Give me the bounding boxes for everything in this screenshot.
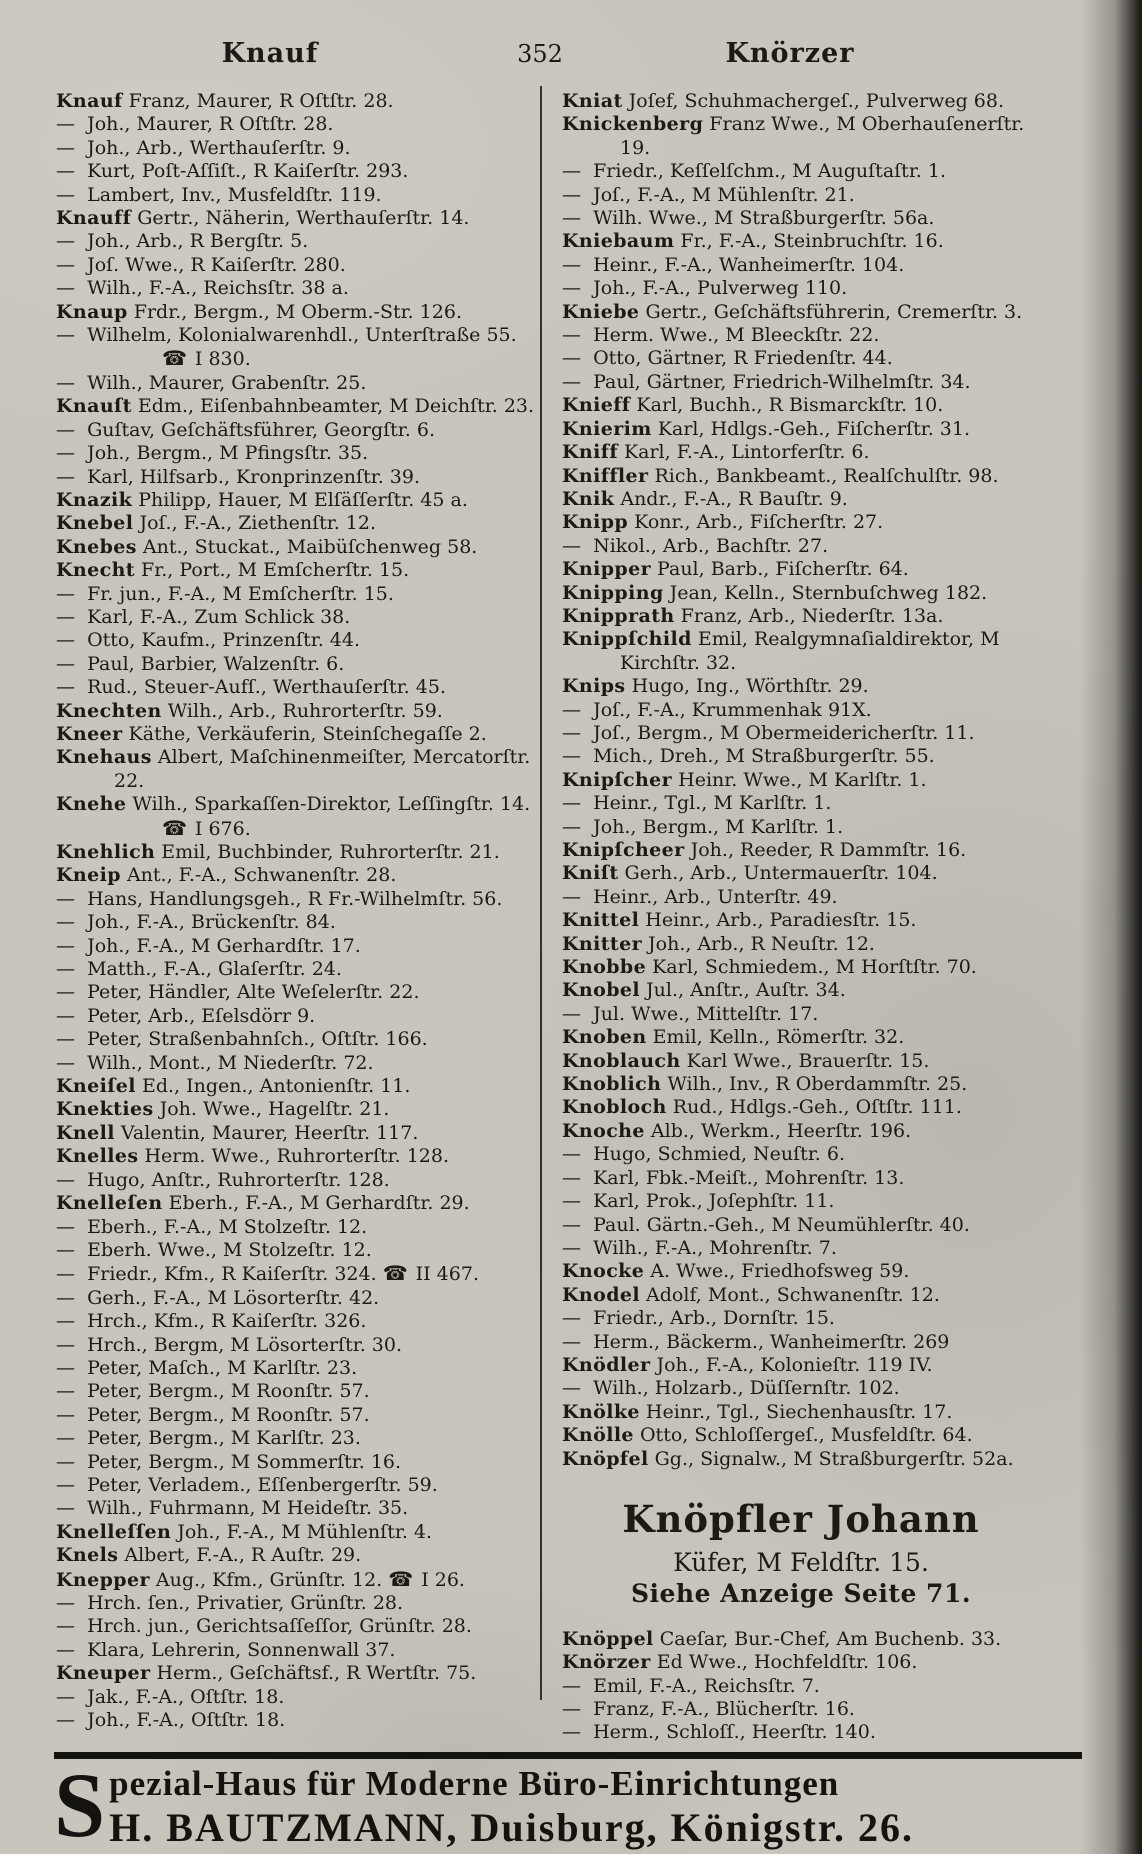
right-column	[562, 90, 1040, 1745]
directory-entry: Knaup Frdr., Bergm., M Oberm.-Str. 126.	[56, 300, 462, 323]
left-column	[56, 90, 538, 1732]
surname: Knechten	[56, 699, 162, 722]
directory-entry: — Karl, Hilfsarb., Kronprinzenſtr. 39.	[56, 465, 420, 488]
directory-entry: — Herm. Wwe., M Bleeckſtr. 22.	[562, 324, 880, 347]
directory-entry: Kneip Ant., F.-A., Schwanenſtr. 28.	[56, 864, 397, 887]
directory-entry: — Joh., Bergm., M Pfingsſtr. 35.	[56, 442, 369, 465]
directory-entry: — Peter, Maſch., M Karlſtr. 23.	[56, 1356, 358, 1379]
right-column-top-entries	[562, 90, 1040, 1471]
directory-entry: Kniebaum Fr., F.-A., Steinbruchſtr. 16.	[562, 230, 944, 253]
surname: Knaup	[56, 300, 128, 323]
directory-entry: — Peter, Bergm., M Roonſtr. 57.	[56, 1403, 370, 1426]
directory-entry: Kneiſel Ed., Ingen., Antonienſtr. 11.	[56, 1075, 411, 1098]
directory-entry: — Wilh., Maurer, Grabenſtr. 25.	[56, 371, 367, 394]
directory-entry: Knebel Joſ., F.-A., Ziethenſtr. 12.	[56, 512, 377, 535]
surname: Kniebe	[562, 300, 640, 323]
surname: Knehe	[56, 793, 127, 816]
surname: Knödler	[562, 1353, 651, 1376]
surname: Knipp	[562, 511, 629, 534]
directory-entry: — Joh., F.-A., M Gerhardſtr. 17.	[56, 934, 361, 957]
directory-entry: — Mich., Dreh., M Straßburgerſtr. 55.	[562, 745, 935, 768]
directory-entry: — Kurt, Poſt-Aſſiſt., R Kaiſerſtr. 293.	[56, 160, 409, 183]
directory-entry: Knobloch Rud., Hdlgs.-Geh., Oſtſtr. 111.	[562, 1096, 962, 1119]
directory-entry: — Hans, Handlungsgeh., R Fr.-Wilhelmſtr. 56.	[56, 887, 503, 910]
directory-entry: Knell Valentin, Maurer, Heerſtr. 117.	[56, 1121, 419, 1144]
surname: Knips	[562, 675, 626, 698]
directory-entry: — Joh., Arb., Werthauſerſtr. 9.	[56, 136, 351, 159]
directory-entry: — Karl, Fbk.-Meiſt., Mohrenſtr. 13.	[562, 1166, 905, 1189]
directory-entry: Knöppel Caeſar, Bur.-Chef, Am Buchenb. 33.	[562, 1627, 1002, 1650]
directory-entry: — Otto, Kaufm., Prinzenſtr. 44.	[56, 629, 360, 652]
ad-title: Knöpfler Johann	[622, 1496, 980, 1541]
directory-entry: Knöpfel Gg., Signalw., M Straßburgerſtr. 52a.	[562, 1447, 1014, 1470]
directory-entry: — Joh., Bergm., M Karlſtr. 1.	[562, 815, 844, 838]
directory-entry: — Hrch. jun., Gerichtsaſſeſſor, Grünſtr. 28.	[56, 1615, 472, 1638]
directory-entry: Knoben Emil, Kelln., Römerſtr. 32.	[562, 1026, 905, 1049]
directory-entry: Knelleſen Eberh., F.-A., M Gerhardſtr. 29.	[56, 1192, 470, 1215]
surname: Knölke	[562, 1400, 640, 1423]
directory-entry: Knelleſſen Joh., F.-A., M Mühlenſtr. 4.	[56, 1520, 433, 1543]
directory-entry: Knipprath Franz, Arb., Niederſtr. 13a.	[562, 604, 944, 627]
directory-entry: Knips Hugo, Ing., Wörthſtr. 29.	[562, 675, 869, 698]
directory-entry: — Heinr., Tgl., M Karlſtr. 1.	[562, 792, 832, 815]
scan-edge-shadow	[1080, 0, 1142, 1854]
directory-entry: Knauff Gertr., Näherin, Werthauſerſtr. 14.	[56, 207, 470, 230]
directory-entry: — Jak., F.-A., Oſtſtr. 18.	[56, 1685, 285, 1708]
page-number: 352	[517, 40, 563, 68]
inline-advertisement	[562, 1496, 1040, 1609]
surname: Knoblauch	[562, 1049, 681, 1072]
surname: Knierim	[562, 417, 652, 440]
surname: Knekties	[56, 1098, 154, 1121]
directory-entry: Knipſcher Heinr. Wwe., M Karlſtr. 1.	[562, 768, 927, 791]
surname: Knehaus	[56, 746, 152, 769]
directory-entry: — Gerh., F.-A., M Lösorterſtr. 42.	[56, 1286, 380, 1309]
directory-entry: Knölle Otto, Schloſſergeſ., Musfeldſtr. 64.	[562, 1424, 973, 1447]
directory-entry: — Joſ. Wwe., R Kaiſerſtr. 280.	[56, 253, 346, 276]
directory-entry: Knobbe Karl, Schmiedem., M Horſtſtr. 70.	[562, 956, 977, 979]
surname: Knecht	[56, 559, 135, 582]
surname: Knebel	[56, 512, 134, 535]
telephone-number: ☎ I 830.	[162, 346, 251, 371]
surname: Kniebaum	[562, 230, 675, 253]
telephone-line	[114, 817, 538, 841]
directory-entry: — Otto, Gärtner, R Friedenſtr. 44.	[562, 347, 893, 370]
directory-entry: — Wilh., Mont., M Niederſtr. 72.	[56, 1051, 374, 1074]
surname: Kniff	[562, 441, 618, 464]
directory-entry: Knipp Konr., Arb., Fiſcherſtr. 27.	[562, 511, 884, 534]
surname: Knocke	[562, 1260, 645, 1283]
directory-entry: — Heinr., F.-A., Wanheimerſtr. 104.	[562, 253, 905, 276]
directory-entry: — Franz, F.-A., Blücherſtr. 16.	[562, 1698, 855, 1720]
directory-entry: Kniffler Rich., Bankbeamt., Realſchulſtr. 98.	[562, 464, 999, 487]
directory-entry: Knödler Joh., F.-A., Kolonieſtr. 119 IV.	[562, 1353, 933, 1376]
surname: Knoben	[562, 1026, 647, 1049]
surname: Knepper	[56, 1568, 150, 1591]
directory-entry: — Hrch. ſen., Privatier, Grünſtr. 28.	[56, 1592, 404, 1614]
directory-entry: Knickenberg Franz Wwe., M Oberhauſenerſtr. 19.	[562, 113, 1025, 159]
directory-entry: Knepper Aug., Kfm., Grünſtr. 12. ☎ I 26.	[56, 1566, 465, 1591]
directory-entry: — Hugo, Anſtr., Ruhrorterſtr. 128.	[56, 1168, 390, 1191]
directory-entry: Knehlich Emil, Buchbinder, Ruhrorterſtr. 21.	[56, 841, 500, 863]
surname: Knebes	[56, 535, 137, 558]
telephone-icon: ☎	[388, 1566, 414, 1591]
surname: Knehlich	[56, 841, 156, 863]
directory-entry: Kniff Karl, F.-A., Lintorferſtr. 6.	[562, 441, 870, 464]
column-divider	[540, 86, 542, 1700]
directory-entry: — Eberh. Wwe., M Stolzeſtr. 12.	[56, 1238, 372, 1261]
directory-entry: — Nikol., Arb., Bachſtr. 27.	[562, 534, 829, 557]
surname: Knölle	[562, 1424, 634, 1447]
directory-entry: — Joſ., F.-A., M Mühlenſtr. 21.	[562, 183, 855, 206]
surname: Knipſcheer	[562, 839, 685, 861]
surname: Kneip	[56, 864, 121, 887]
ad-reference: Siehe Anzeige Seite 71.	[630, 1579, 972, 1609]
directory-entry: Knieff Karl, Buchh., R Bismarckſtr. 10.	[562, 394, 944, 417]
directory-entry: — Hrch., Kfm., R Kaiſerſtr. 326.	[56, 1310, 367, 1333]
directory-entry: Knoche Alb., Werkm., Heerſtr. 196.	[562, 1119, 912, 1142]
directory-entry: Knocke A. Wwe., Friedhofsweg 59.	[562, 1260, 910, 1283]
surname: Knöpfel	[562, 1447, 649, 1470]
directory-entry: — Joſ., F.-A., Krummenhak 91X.	[562, 698, 872, 721]
surname: Knik	[562, 487, 615, 510]
telephone-icon: ☎	[382, 1261, 408, 1286]
surname: Knieff	[562, 394, 631, 417]
header-keyword-left: Knauf	[221, 38, 319, 69]
directory-entry: Knik Andr., F.-A., R Bauſtr. 9.	[562, 487, 848, 510]
bottom-banner-ad	[54, 1752, 1082, 1854]
surname: Knelles	[56, 1145, 139, 1168]
directory-entry: — Peter, Verladem., Eſſenbergerſtr. 59.	[56, 1473, 438, 1496]
directory-entry: Knitter Joh., Arb., R Neuſtr. 12.	[562, 932, 875, 955]
surname: Knazik	[56, 488, 133, 511]
banner-line2: H. BAUTZMANN, Duisburg, Königstr. 26.	[109, 1805, 915, 1850]
directory-entry: Knels Albert, F.-A., R Auſtr. 29.	[56, 1544, 362, 1567]
header-keyword-right: Knörzer	[725, 38, 855, 69]
telephone-number: ☎ II 467.	[382, 1261, 479, 1286]
directory-entry: Knobel Jul., Anſtr., Auſtr. 34.	[562, 979, 846, 1002]
banner-line1: pezial-Haus für Moderne Büro-Einrichtungen	[109, 1764, 840, 1803]
ad-subtitle: Küfer, M Feldſtr. 15.	[673, 1547, 929, 1577]
directory-entry: — Joh., F.-A., Oſtſtr. 18.	[56, 1709, 286, 1732]
directory-entry: — Lambert, Inv., Musfeldſtr. 119.	[56, 183, 382, 206]
surname: Knels	[56, 1544, 119, 1567]
banner-drop-cap: S	[54, 1754, 106, 1854]
directory-entry: — Joh., F.-A., Pulverweg 110.	[562, 277, 848, 300]
directory-entry: — Jul. Wwe., Mittelſtr. 17.	[562, 1002, 819, 1025]
directory-entry: Kniebe Gertr., Geſchäftsführerin, Cremerſtr. 3.	[562, 300, 1023, 323]
directory-entry: — Wilh., Fuhrmann, M Heideſtr. 35.	[56, 1497, 409, 1520]
directory-entry: Knipſcheer Joh., Reeder, R Dammſtr. 16.	[562, 839, 967, 861]
directory-entry: Knodel Adolf, Mont., Schwanenſtr. 12.	[562, 1283, 940, 1306]
directory-entry: — Karl, Prok., Joſephſtr. 11.	[562, 1190, 835, 1213]
directory-entry: — Wilh., F.-A., Mohrenſtr. 7.	[562, 1236, 837, 1259]
surname: Knittel	[562, 909, 640, 932]
directory-entry: Kneer Käthe, Verkäuferin, Steinſchegaſſe 2.	[56, 722, 487, 745]
right-column-bottom-entries	[562, 1628, 1040, 1745]
directory-entry: — Matth., F.-A., Glaſerſtr. 24.	[56, 958, 342, 981]
directory-entry: — Emil, F.-A., Reichsſtr. 7.	[562, 1674, 820, 1697]
directory-entry: — Herm., Schloſſ., Heerſtr. 140.	[562, 1721, 876, 1744]
directory-entry: — Peter, Straßenbahnſch., Oſtſtr. 166.	[56, 1028, 428, 1051]
directory-entry: Knehaus Albert, Maſchinenmeiſter, Mercatorſtr. 22.	[56, 746, 531, 792]
directory-entry: Knoblauch Karl Wwe., Brauerſtr. 15.	[562, 1049, 930, 1072]
directory-entry: — Heinr., Arb., Unterſtr. 49.	[562, 885, 838, 908]
surname: Kneiſel	[56, 1075, 136, 1098]
directory-entry: — Friedr., Keſſelſchm., M Auguſtaſtr. 1.	[562, 160, 947, 183]
directory-entry: — Guſtav, Geſchäftsführer, Georgſtr. 6.	[56, 418, 436, 441]
directory-entry: — Hrch., Bergm, M Lösorterſtr. 30.	[56, 1333, 403, 1356]
directory-entry: Kneuper Herm., Geſchäftsf., R Wertſtr. 75.	[56, 1662, 477, 1685]
directory-entry: — Wilhelm, Kolonialwarenhdl., Unterſtraße 55. ☎ I 830.	[56, 324, 538, 372]
directory-entry: — Peter, Bergm., M Karlſtr. 23.	[56, 1427, 361, 1450]
directory-entry: — Karl, F.-A., Zum Schlick 38.	[56, 605, 351, 628]
directory-entry: Knazik Philipp, Hauer, M Elſäſſerſtr. 45 a.	[56, 488, 468, 511]
surname: Knipping	[562, 581, 664, 604]
directory-entry: — Herm., Bäckerm., Wanheimerſtr. 269	[562, 1330, 950, 1353]
directory-entry: — Friedr., Arb., Dornſtr. 15.	[562, 1307, 835, 1330]
surname: Knoblich	[562, 1073, 662, 1096]
surname: Knöppel	[562, 1627, 654, 1650]
directory-entry: Knauf Franz, Maurer, R Oſtſtr. 28.	[56, 90, 394, 112]
directory-entry: Knippſchild Emil, Realgymnaſialdirektor, M Kirchſtr. 32.	[562, 628, 1000, 674]
surname: Kniat	[562, 90, 623, 112]
directory-entry: Knekties Joh. Wwe., Hagelſtr. 21.	[56, 1098, 390, 1121]
surname: Knauff	[56, 207, 132, 230]
directory-entry: — Peter, Bergm., M Sommerſtr. 16.	[56, 1450, 402, 1473]
surname: Knelleſen	[56, 1192, 163, 1215]
telephone-number: ☎ I 676.	[162, 815, 251, 840]
banner-text	[109, 1763, 1082, 1851]
surname: Knörzer	[562, 1651, 651, 1674]
surname: Knodel	[562, 1283, 640, 1306]
telephone-line	[114, 347, 538, 371]
directory-entry: — Joh., Maurer, R Oſtſtr. 28.	[56, 113, 334, 136]
telephone-icon: ☎	[162, 346, 187, 371]
directory-entry: Knelles Herm. Wwe., Ruhrorterſtr. 128.	[56, 1145, 450, 1168]
directory-entry: Knehe Wilh., Sparkaſſen-Direktor, Leſſingſtr. 14. ☎ I 676.	[56, 793, 538, 841]
directory-entry: Knipping Jean, Kelln., Sternbuſchweg 182.	[562, 581, 988, 604]
surname: Knell	[56, 1121, 115, 1144]
directory-entry: — Joſ., Bergm., M Obermeidericherſtr. 11.	[562, 721, 975, 744]
directory-entry: — Fr. jun., F.-A., M Emſcherſtr. 15.	[56, 582, 394, 605]
surname: Kniffler	[562, 464, 649, 487]
directory-entry: — Hugo, Schmied, Neuſtr. 6.	[562, 1143, 846, 1166]
surname: Knipper	[562, 558, 652, 581]
directory-entry: Knierim Karl, Hdlgs.-Geh., Fiſcherſtr. 31.	[562, 417, 970, 440]
directory-entry: — Wilh. Wwe., M Straßburgerſtr. 56a.	[562, 207, 935, 230]
directory-entry: — Joh., F.-A., Brückenſtr. 84.	[56, 911, 336, 934]
surname: Knobloch	[562, 1096, 667, 1119]
directory-entry: — Rud., Steuer-Aufſ., Werthauſerſtr. 45.	[56, 676, 446, 699]
directory-entry: — Wilh., Holzarb., Düſſernſtr. 102.	[562, 1377, 900, 1400]
surname: Knippſchild	[562, 628, 692, 651]
directory-entry: — Wilh., F.-A., Reichsſtr. 38 a.	[56, 277, 349, 300]
surname: Kneer	[56, 722, 123, 745]
surname: Knickenberg	[562, 113, 704, 136]
surname: Knipſcher	[562, 768, 673, 791]
directory-entry: Knebes Ant., Stuckat., Maibüſchenweg 58.	[56, 535, 478, 558]
directory-entry: Knecht Fr., Port., M Emſcherſtr. 15.	[56, 559, 410, 582]
directory-entry: — Klara, Lehrerin, Sonnenwall 37.	[56, 1638, 396, 1661]
directory-entry: — Peter, Händler, Alte Weſelerſtr. 22.	[56, 981, 420, 1004]
directory-entry: — Peter, Bergm., M Roonſtr. 57.	[56, 1380, 370, 1403]
directory-entry: Knittel Heinr., Arb., Paradiesſtr. 15.	[562, 909, 917, 932]
surname: Knitter	[562, 932, 642, 955]
directory-entry: — Friedr., Kfm., R Kaiſerſtr. 324. ☎ II 467.	[56, 1261, 479, 1286]
surname: Knauf	[56, 90, 123, 112]
directory-entry: — Paul. Gärtn.-Geh., M Neumühlerſtr. 40.	[562, 1213, 970, 1236]
directory-entry: Knauſt Edm., Eiſenbahnbeamter, M Deichſtr. 23.	[56, 395, 535, 418]
directory-entry: Kniſt Gerh., Arb., Untermauerſtr. 104.	[562, 862, 938, 885]
telephone-icon: ☎	[162, 815, 187, 840]
surname: Knipprath	[562, 604, 675, 627]
directory-entry: — Peter, Arb., Eſelsdörr 9.	[56, 1004, 316, 1027]
directory-entry: Knölke Heinr., Tgl., Siechenhausſtr. 17.	[562, 1400, 953, 1423]
directory-entry: — Paul, Barbier, Walzenſtr. 6.	[56, 652, 345, 675]
surname: Knobbe	[562, 956, 647, 979]
directory-entry: Knipper Paul, Barb., Fiſcherſtr. 64.	[562, 558, 909, 581]
directory-entry: Knoblich Wilh., Inv., R Oberdammſtr. 25.	[562, 1073, 968, 1096]
directory-entry: — Eberh., F.-A., M Stolzeſtr. 12.	[56, 1215, 368, 1238]
surname: Knelleſſen	[56, 1520, 172, 1543]
directory-entry: Knechten Wilh., Arb., Ruhrorterſtr. 59.	[56, 699, 443, 722]
directory-entry: — Paul, Gärtner, Friedrich-Wilhelmſtr. 34.	[562, 370, 971, 393]
surname: Kneuper	[56, 1662, 151, 1685]
directory-entry: Kniat Joſef, Schuhmachergeſ., Pulverweg 68.	[562, 90, 1005, 112]
directory-entry: — Joh., Arb., R Bergſtr. 5.	[56, 230, 309, 253]
surname: Knauſt	[56, 395, 132, 418]
surname: Knoche	[562, 1119, 645, 1142]
surname: Kniſt	[562, 862, 619, 885]
directory-entry: Knörzer Ed Wwe., Hochfeldſtr. 106.	[562, 1651, 918, 1674]
telephone-number: ☎ I 26.	[388, 1566, 465, 1591]
surname: Knobel	[562, 979, 640, 1002]
